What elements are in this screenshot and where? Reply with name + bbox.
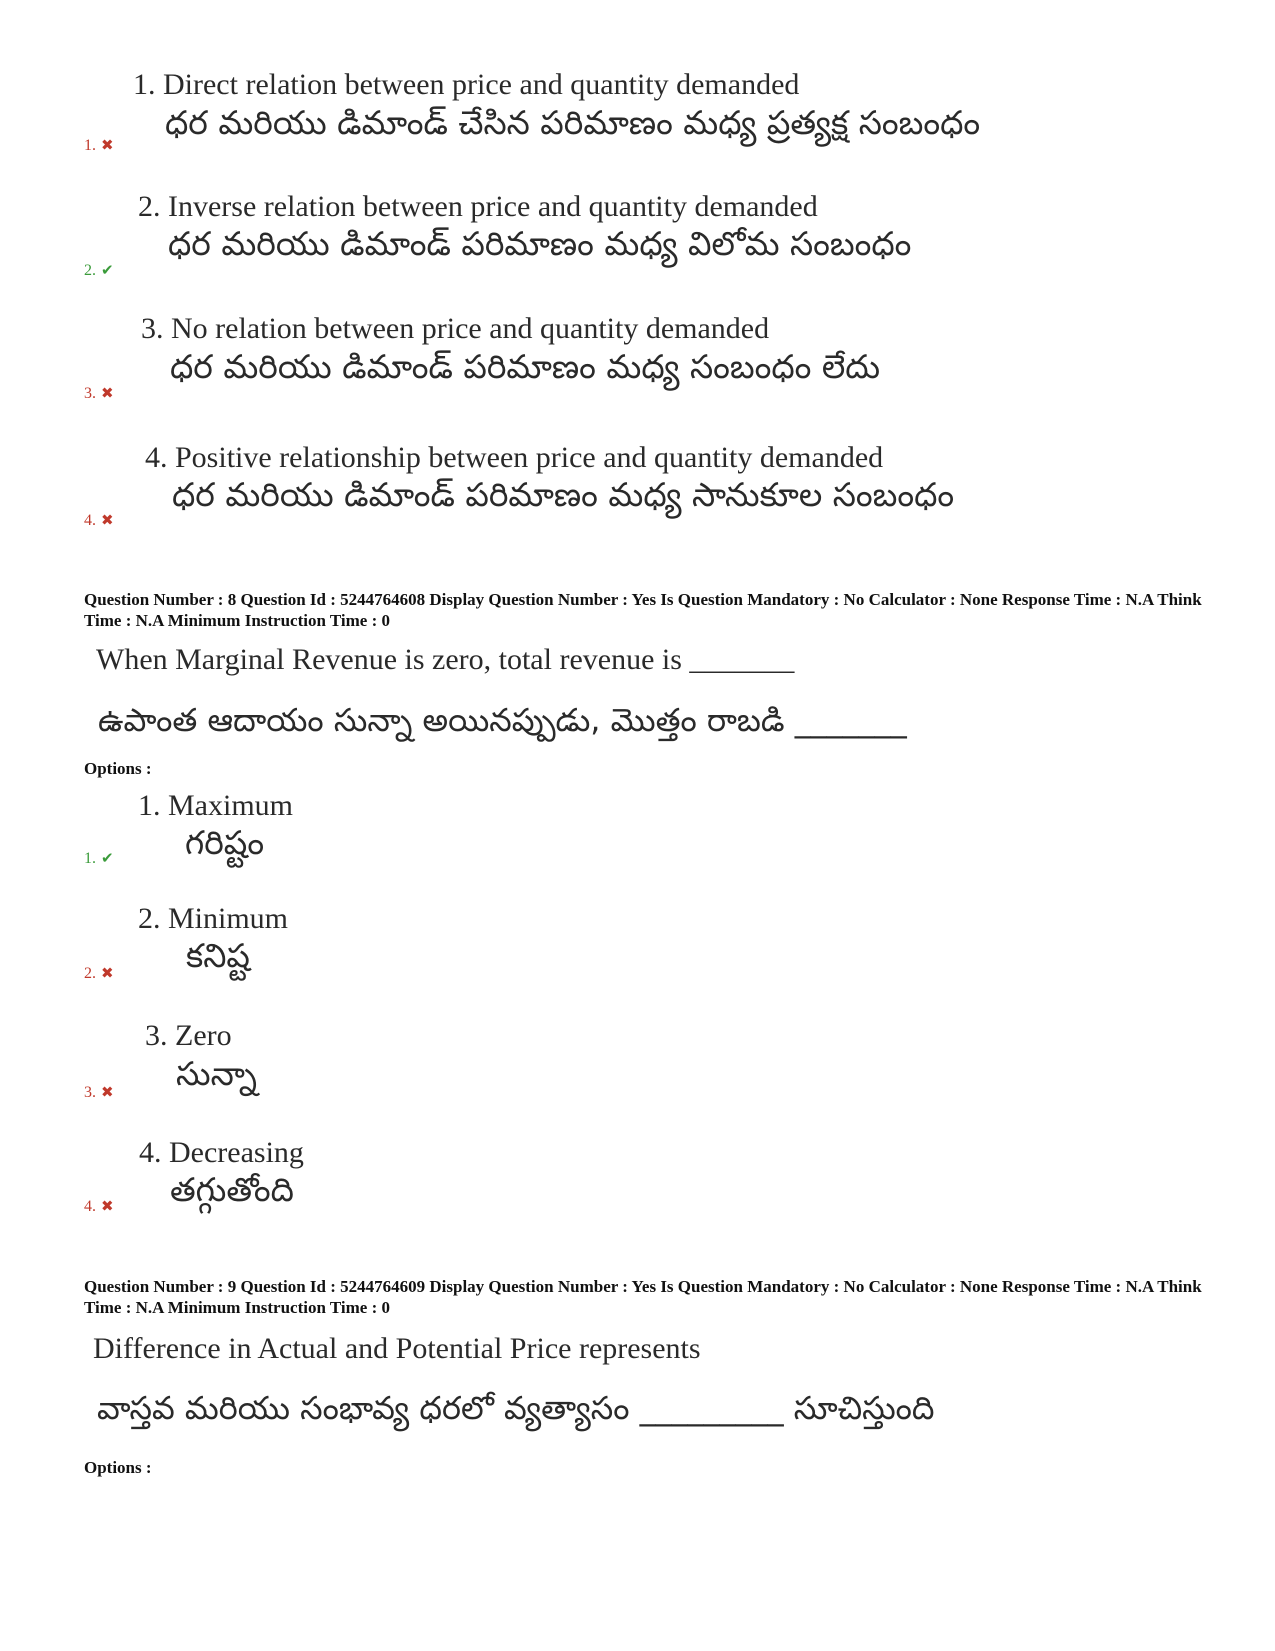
q8-option-3-english: 3. Zero <box>145 1019 232 1052</box>
question-8-text-english: When Marginal Revenue is zero, total revenue is _______ <box>96 643 795 676</box>
q8-option-4-telugu: తగ్గుతోంది <box>170 1170 294 1209</box>
cross-icon: ✖ <box>101 1197 114 1215</box>
check-icon: ✔ <box>101 849 114 867</box>
q7-option-2-english: 2. Inverse relation between price and quantity demanded <box>138 190 818 223</box>
question-9-text-english: Difference in Actual and Potential Price represents <box>93 1332 701 1365</box>
q8-option-3-telugu: సున్నా <box>176 1054 257 1093</box>
q7-option-3-marker <box>84 386 114 402</box>
question-9-meta: Question Number : 9 Question Id : 5244764609 Display Question Number : Yes Is Question Mandatory : No Calculator : None Response Time : N.A Think Time : N.A Minimum Instruction Time : 0 <box>84 1277 1202 1317</box>
question-9-text-telugu: వాస్తవ మరియు సంభావ్య ధరలో వ్యత్యాసం _________ సూచిస్తుంది <box>97 1389 935 1427</box>
option-number: 3. <box>84 385 96 402</box>
option-number: 1. <box>84 850 96 867</box>
cross-icon: ✖ <box>101 964 114 982</box>
q7-option-1-marker <box>84 138 114 154</box>
q7-option-3-english: 3. No relation between price and quantity demanded <box>141 312 770 345</box>
cross-icon: ✖ <box>101 136 114 154</box>
option-number: 2. <box>84 262 96 279</box>
cross-icon: ✖ <box>101 384 114 402</box>
option-number: 2. <box>84 965 96 982</box>
option-number: 1. <box>84 137 96 154</box>
q8-option-3-marker <box>84 1085 114 1101</box>
question-9-options-label: Options : <box>84 1458 152 1477</box>
option-number: 4. <box>84 1198 96 1215</box>
q7-option-1-telugu: ధర మరియు డిమాండ్ చేసిన పరిమాణం మధ్య ప్రత్యక్ష సంబంధం <box>165 103 981 142</box>
q7-option-2-telugu: ధర మరియు డిమాండ్ పరిమాణం మధ్య విలోమ సంబంధం <box>168 224 912 263</box>
option-number: 3. <box>84 1084 96 1101</box>
q8-option-1-marker <box>84 851 114 867</box>
question-8-options-label: Options : <box>84 759 152 778</box>
question-8-text-telugu: ఉపాంత ఆదాయం సున్నా అయినప్పుడు, మొత్తం రాబడి _______ <box>98 701 907 739</box>
option-number: 4. <box>84 512 96 529</box>
q8-option-4-english: 4. Decreasing <box>139 1136 304 1169</box>
q8-option-1-telugu: గరిష్టం <box>185 823 265 862</box>
q8-option-2-telugu: కనిష్ట <box>186 936 250 975</box>
q7-option-1-english: 1. Direct relation between price and quantity demanded <box>133 68 800 101</box>
cross-icon: ✖ <box>101 1083 114 1101</box>
q7-option-4-marker <box>84 513 114 529</box>
q8-option-2-marker <box>84 966 114 982</box>
q8-option-4-marker <box>84 1199 114 1215</box>
q7-option-3-telugu: ధర మరియు డిమాండ్ పరిమాణం మధ్య సంబంధం లేదు <box>170 347 881 386</box>
question-8-meta: Question Number : 8 Question Id : 5244764608 Display Question Number : Yes Is Question Mandatory : No Calculator : None Response Time : N.A Think Time : N.A Minimum Instruction Time : 0 <box>84 590 1202 630</box>
q7-option-2-marker <box>84 263 114 279</box>
cross-icon: ✖ <box>101 511 114 529</box>
q7-option-4-english: 4. Positive relationship between price and quantity demanded <box>145 441 884 474</box>
check-icon: ✔ <box>101 261 114 279</box>
q8-option-1-english: 1. Maximum <box>138 789 293 822</box>
q8-option-2-english: 2. Minimum <box>138 902 289 935</box>
q7-option-4-telugu: ధర మరియు డిమాండ్ పరిమాణం మధ్య సానుకూల సంబంధం <box>172 475 955 514</box>
